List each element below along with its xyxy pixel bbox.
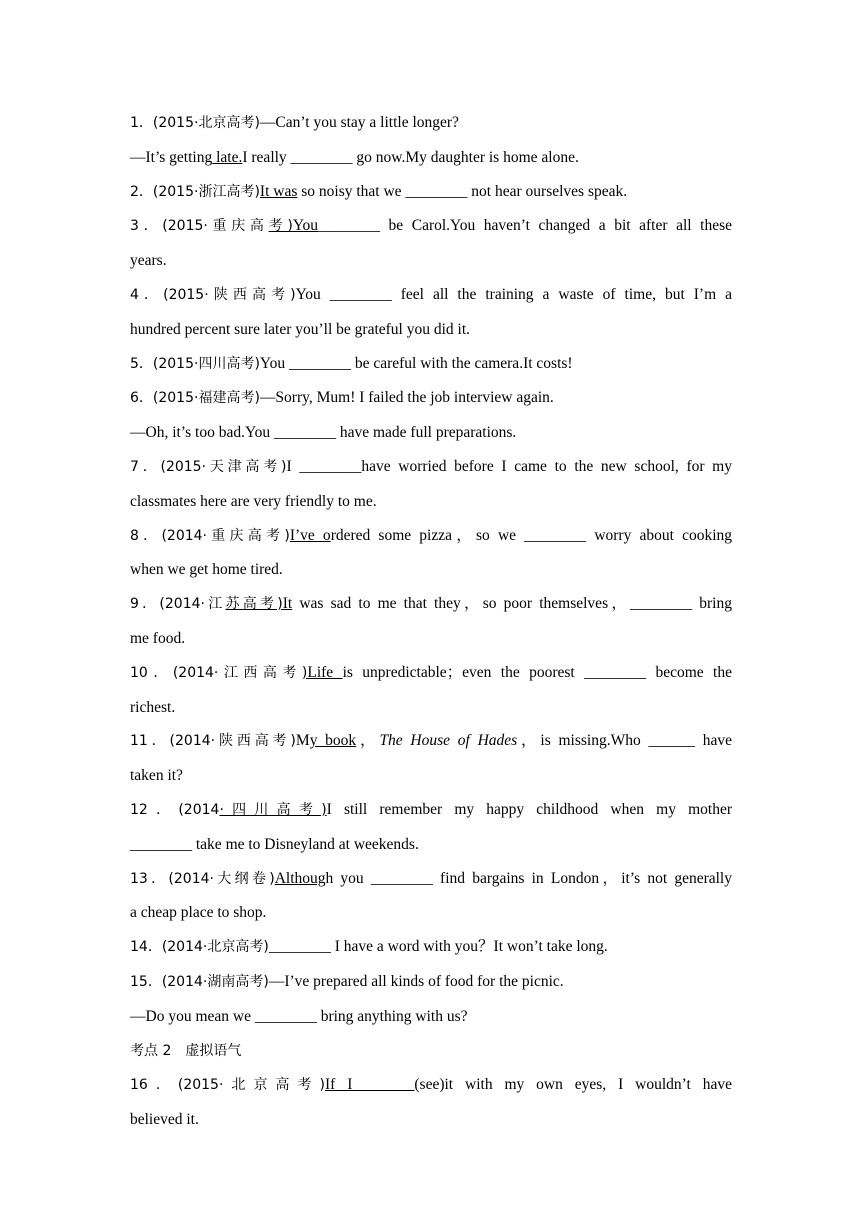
text-line-q6a (130, 381, 732, 416)
source-label-segment: 苏高考) (225, 596, 283, 613)
line-text-segment: —I’ve prepared all kinds of food for the picnic. (268, 972, 564, 990)
line-text-segment: ________ I have a word with you？It won’t take long. (268, 938, 608, 956)
line-text-segment: richest. (130, 698, 176, 716)
text-line-q1b (130, 141, 732, 175)
line-text-segment: years. (130, 252, 167, 270)
line-text-segment: ， (356, 732, 380, 750)
line-text-segment: I ________have worried before I came to the new school, for my (286, 457, 732, 475)
text-line-q8b (130, 553, 732, 587)
source-label-segment: 5．(2015·四川高考) (130, 355, 260, 372)
source-label-segment: 14．(2014·北京高考) (130, 939, 269, 956)
source-label-segment: ·四川高考) (219, 801, 327, 818)
text-line-q16a (130, 1068, 732, 1103)
source-label-segment: 4．(2015·陕西高考) (130, 286, 296, 303)
line-text-segment: classmates here are very friendly to me. (130, 492, 377, 510)
source-label-segment: 考点 2 虚拟语气 (130, 1042, 242, 1059)
line-text-segment: The House of Hades (379, 732, 518, 750)
line-text-segment: ，is missing.Who ______ have (517, 732, 732, 750)
line-text-segment: was sad to me that they，so poor themselves，________ bring (292, 595, 732, 613)
text-line-q14 (130, 930, 732, 965)
line-text-segment: h you ________ find bargains in London，it’s not generally (325, 869, 732, 887)
line-text-segment: If I (325, 1076, 353, 1094)
text-line-q7b (130, 485, 732, 519)
line-text-segment: I’ve o (289, 526, 331, 544)
text-line-q9b (130, 622, 732, 656)
line-text-segment: —Oh, it’s too bad.You ________ have made full preparations. (130, 424, 517, 442)
text-line-q15a (130, 965, 732, 1000)
line-text-segment: It (282, 595, 293, 613)
text-line-q10a (130, 656, 732, 691)
text-line-q13a (130, 862, 732, 897)
text-line-q3a (130, 209, 732, 244)
line-text-segment: ________ be Carol.You haven’t changed a bit after all these (317, 217, 733, 235)
source-label-segment: 9．(2014·江 (130, 596, 226, 613)
line-text-segment: a cheap place to shop. (130, 904, 267, 922)
text-line-q3b (130, 244, 732, 278)
text-line-q8a (130, 519, 732, 554)
line-text-segment: —Do you mean we ________ bring anything with us? (130, 1007, 468, 1025)
text-line-q11b (130, 759, 732, 793)
text-line-q12b (130, 828, 732, 862)
text-line-q12a (130, 793, 732, 828)
text-line-q13b (130, 896, 732, 930)
source-label-segment: 1．(2015·北京高考) (130, 115, 260, 131)
text-line-q15b (130, 1000, 732, 1034)
line-text-segment: You ________ be careful with the camera.It costs! (259, 354, 573, 372)
line-text-segment: y book (309, 732, 357, 750)
source-label-segment: 8．(2014·重庆高考) (130, 527, 290, 544)
question-list (130, 106, 732, 1137)
text-line-q11a (130, 724, 732, 759)
text-line-q1a (130, 106, 732, 141)
line-text-segment: —Can’t you stay a little longer? (259, 114, 459, 131)
source-label-segment: 10．(2014·江西高考 (130, 664, 302, 681)
source-label-segment: 16．(2015·北京高考) (130, 1077, 325, 1094)
line-text-segment: ________ (352, 1076, 415, 1094)
line-text-segment: taken it? (130, 767, 183, 785)
text-line-q4b (130, 313, 732, 347)
source-label-segment: 6．(2015·福建高考) (130, 390, 260, 407)
source-label-segment: 15．(2014·湖南高考) (130, 973, 269, 990)
source-label-segment: 考) (268, 218, 293, 235)
source-label-segment: 3．(2015·重庆高 (130, 218, 269, 235)
line-text-segment: I still remember my happy childhood when my mother (326, 800, 732, 818)
line-text-segment: is unpredictable；even the poorest ________ become the (342, 663, 732, 681)
line-text-segment: You ________ feel all the training a waste of time, but I’m a (295, 285, 732, 303)
line-text-segment: It was (259, 182, 298, 200)
line-text-segment: believed it. (130, 1111, 199, 1129)
source-label-segment: 11．(2014·陕西高考) (130, 733, 296, 750)
line-text-segment: ________ take me to Disneyland at weekends. (130, 835, 419, 853)
line-text-segment: so noisy that we ________ not hear ourselves speak. (297, 182, 628, 200)
text-line-q2 (130, 175, 732, 210)
line-text-segment: hundred percent sure later you’ll be grateful you did it. (130, 320, 471, 338)
line-text-segment: late. (212, 148, 243, 166)
source-label-segment: 12．(2014 (130, 801, 220, 818)
text-line-q16b (130, 1103, 732, 1137)
line-text-segment: (see)it with my own eyes, I wouldn’t have (414, 1076, 732, 1094)
line-text-segment: rdered some pizza，so we ________ worry about cooking (330, 526, 733, 544)
source-label-segment: 7．(2015·天津高考) (130, 458, 287, 475)
line-text-segment: —Sorry, Mum! I failed the job interview again. (259, 389, 554, 407)
source-label-segment: 2．(2015·浙江高考) (130, 183, 260, 200)
line-text-segment: Life (307, 663, 343, 681)
text-line-sec2 (130, 1034, 732, 1069)
line-text-segment: Althoug (274, 869, 326, 887)
line-text-segment: You (292, 217, 318, 235)
text-line-q7a (130, 450, 732, 485)
line-text-segment: me food. (130, 629, 186, 647)
source-label-segment: ) (301, 664, 308, 681)
text-line-q5 (130, 347, 732, 382)
text-line-q10b (130, 691, 732, 725)
source-label-segment: 13．(2014·大纲卷) (130, 870, 275, 887)
line-text-segment: when we get home tired. (130, 561, 283, 579)
line-text-segment: M (295, 732, 310, 750)
text-line-q4a (130, 278, 732, 313)
text-line-q6b (130, 416, 732, 450)
line-text-segment: —It’s getting (130, 148, 213, 166)
line-text-segment: I really ________ go now.My daughter is home alone. (242, 148, 579, 166)
text-line-q9a (130, 587, 732, 622)
